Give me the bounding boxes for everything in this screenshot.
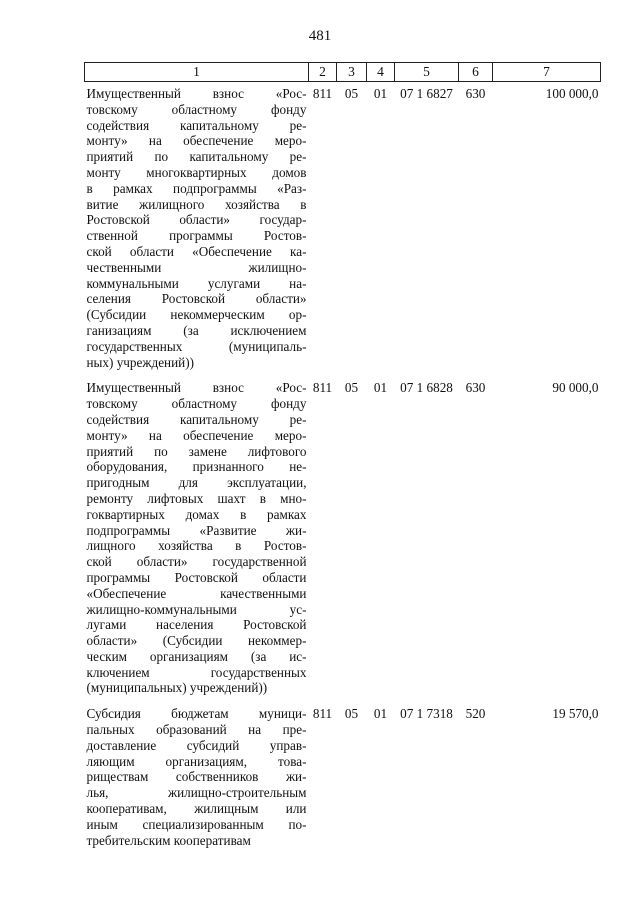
description-line: области» (Субсидии некоммер- (86, 633, 307, 649)
header-col-5: 5 (395, 63, 459, 82)
description-line: (муниципальных) учреждений)) (86, 680, 268, 696)
description-line: лугами населения Ростовской (86, 617, 307, 633)
description-line: ской области «Обеспечение ка- (86, 243, 307, 259)
description-line: приятий по капитальному ре- (86, 149, 307, 165)
section-code: 05 (344, 706, 359, 722)
description-line: «Обеспечение качественными (86, 585, 307, 601)
amount-value: 90 000,0 (552, 380, 599, 396)
target-article-code: 07 1 7318 (400, 706, 453, 722)
header-col-3: 3 (337, 63, 367, 82)
description-line: лищного хозяйства в Ростов- (86, 538, 307, 554)
description-line: селения Ростовской области» (86, 291, 307, 307)
header-col-6: 6 (459, 63, 493, 82)
description-line: иным специализированным по- (86, 816, 307, 832)
description-line: содействия капитальному ре- (86, 117, 307, 133)
row-description (85, 376, 309, 702)
row-description (85, 702, 309, 854)
ministry-code: 811 (312, 380, 333, 396)
section-code: 05 (344, 380, 359, 396)
ministry-code: 811 (312, 86, 333, 101)
description-line: требительским кооперативам (86, 832, 251, 848)
subsection-code: 01 (373, 706, 388, 722)
description-line: ляющим организациям, това- (86, 753, 307, 769)
description-line: ганизациям (за исключением (86, 322, 307, 338)
subsection-code: 01 (373, 380, 388, 396)
description-line: пригодным для эксплуатации, (86, 475, 307, 491)
subsection-code: 01 (373, 86, 388, 101)
description-line: ческим организациям (за ис- (86, 648, 307, 664)
description-line: в рамках подпрограммы «Раз- (86, 180, 307, 196)
table-row (85, 82, 601, 377)
description-line: монту» на обеспечение меро- (86, 133, 307, 149)
amount-value: 100 000,0 (545, 86, 599, 101)
target-article-code: 07 1 6828 (400, 380, 453, 396)
description-line: пальных образований на пре- (86, 722, 307, 738)
description-line: Имущественный взнос «Рос- (86, 380, 307, 396)
header-col-1: 1 (85, 63, 309, 82)
description-line: доставление субсидий управ- (86, 737, 307, 753)
description-line: ственной программы Ростов- (86, 228, 307, 244)
description-line: витие жилищного хозяйства в (86, 196, 307, 212)
description-line: ключением государственных (86, 664, 307, 680)
table-body (85, 82, 601, 855)
section-code: 05 (344, 86, 359, 101)
description-line: Имущественный взнос «Рос- (86, 86, 307, 101)
description-line: кооперативам, жилищным или (86, 801, 307, 817)
expense-type-code: 630 (465, 86, 486, 101)
amount-value: 19 570,0 (552, 706, 599, 722)
header-col-2: 2 (309, 63, 337, 82)
row-description (85, 82, 309, 377)
description-line: государственных (муниципаль- (86, 338, 307, 354)
description-line: Ростовской области» государ- (86, 212, 307, 228)
expense-type-code: 630 (465, 380, 486, 396)
description-line: монту» на обеспечение меро- (86, 427, 307, 443)
table-header (85, 63, 601, 82)
description-line: гоквартирных домах в рамках (86, 506, 307, 522)
description-line: оборудования, признанного не- (86, 459, 307, 475)
description-line: чественными жилищно- (86, 259, 307, 275)
description-line: ремонту лифтовых шахт в мно- (86, 490, 307, 506)
header-col-7: 7 (493, 63, 601, 82)
description-line: приятий по замене лифтового (86, 443, 307, 459)
description-line: программы Ростовской области (86, 569, 307, 585)
table-row (85, 376, 601, 702)
description-line: (Субсидии некоммерческим ор- (86, 307, 307, 323)
description-line: содействия капитальному ре- (86, 411, 307, 427)
description-line: риществам собственников жи- (86, 769, 307, 785)
description-line: лья, жилищно-строительным (86, 785, 307, 801)
header-col-4: 4 (367, 63, 395, 82)
description-line: ской области» государственной (86, 554, 307, 570)
ministry-code: 811 (312, 706, 333, 722)
description-line: ных) учреждений)) (86, 354, 195, 370)
page-number: 481 (308, 28, 332, 44)
description-line: жилищно-коммунальными ус- (86, 601, 307, 617)
description-line: подпрограммы «Развитие жи- (86, 522, 307, 538)
description-line: товскому областному фонду (86, 101, 307, 117)
description-line: коммунальными услугами на- (86, 275, 307, 291)
target-article-code: 07 1 6827 (400, 86, 453, 101)
table-row (85, 702, 601, 854)
description-line: Субсидия бюджетам муници- (86, 706, 307, 722)
budget-table (84, 62, 601, 854)
description-line: монту многоквартирных домов (86, 164, 307, 180)
expense-type-code: 520 (465, 706, 486, 722)
description-line: товскому областному фонду (86, 396, 307, 412)
